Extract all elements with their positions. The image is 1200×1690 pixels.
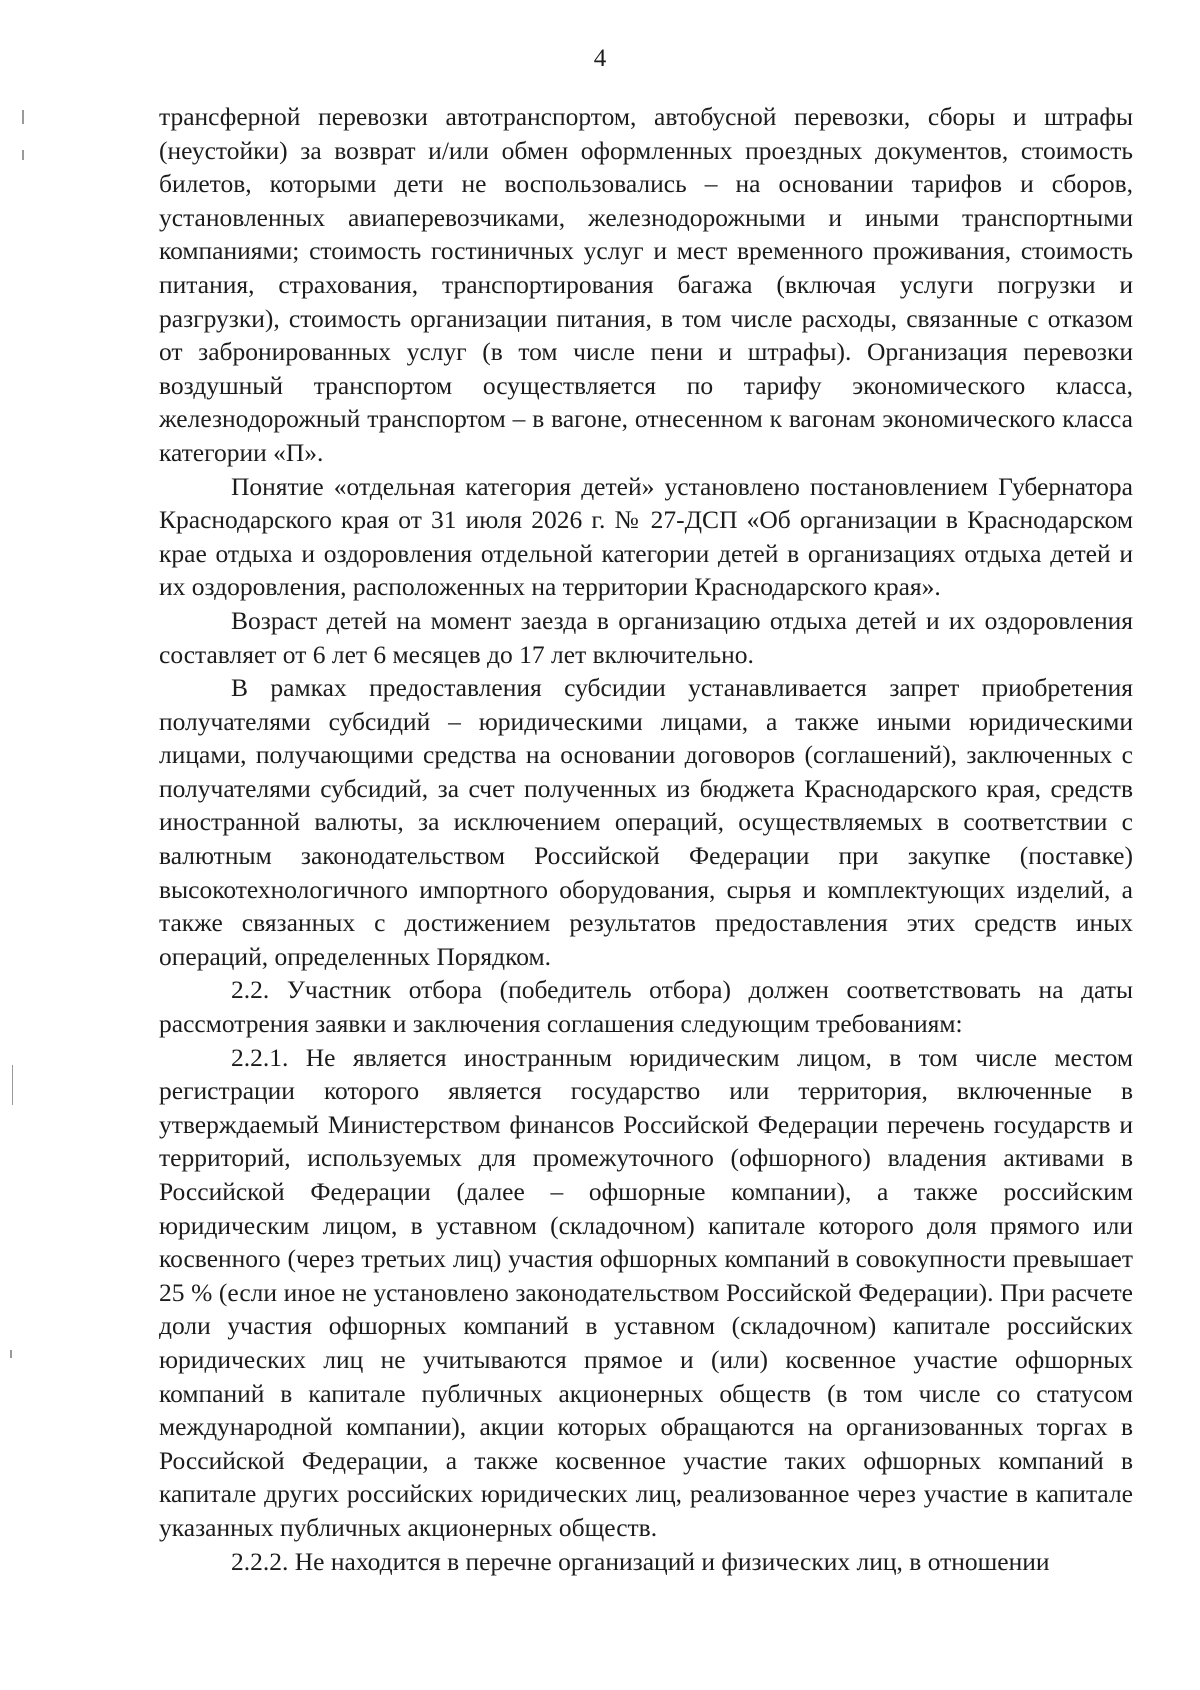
paragraph-clause-2-2-2: 2.2.2. Не находится в перечне организаций и физических лиц, в отношении <box>231 1546 1050 1576</box>
scan-artifact <box>22 150 24 160</box>
document-body <box>159 100 1133 1578</box>
paragraph-clause-2-2: 2.2. Участник отбора (победитель отбора) должен соответствовать на даты рассмотрения заявки и заключения соглашения следующим требованиям: <box>159 975 1133 1039</box>
paragraph-children-category: Понятие «отдельная категория детей» установлено постановлением Губернатора Краснодарского края от 31 июля 2026 г. № 27-ДСП «Об организации в Краснодарском крае отдыха и оздоровления отдельной категории детей в организациях отдыха детей и их оздоровления, расположенных на территории Краснодарского края». <box>159 471 1133 602</box>
page-number: 4 <box>593 45 607 72</box>
scan-artifact <box>10 1350 12 1358</box>
scan-artifact <box>22 110 24 124</box>
paragraph-transport-costs: трансферной перевозки автотранспортом, автобусной перевозки, сборы и штрафы (неустойки) за возврат и/или обмен оформленных проездных документов, стоимость билетов, которыми дети не воспользовались – на основании тарифов и сборов, установленных авиаперевозчиками, железнодорожными и иными транспортными компаниями; стоимость гостиничных услуг и мест временного проживания, стоимость питания, страхования, транспортирования багажа (включая услуги погрузки и разгрузки), стоимость организации питания, в том числе расходы, связанные с отказом от забронированных услуг (в том числе пени и штрафы). Организация перевозки воздушный транспортом осуществляется по тарифу экономического класса, железнодорожный транспортом – в вагоне, отнесенном к вагонам экономического класса категории «П». <box>159 102 1133 467</box>
scan-artifact <box>12 1065 13 1105</box>
paragraph-children-age: Возраст детей на момент заезда в организацию отдыха детей и их оздоровления составляет от 6 лет 6 месяцев до 17 лет включительно. <box>159 605 1133 669</box>
paragraph-currency-restriction: В рамках предоставления субсидии устанавливается запрет приобретения получателями субсидий – юридическими лицами, а также иными юридическими лицами, получающими средства на основании договоров (соглашений), заключенных с получателями субсидий, за счет полученных из бюджета Краснодарского края, средств иностранной валюты, за исключением операций, осуществляемых в соответствии с валютным законодательством Российской Федерации при закупке (поставке) высокотехнологичного импортного оборудования, сырья и комплектующих изделий, а также связанных с достижением результатов предоставления этих средств иных операций, определенных Порядком. <box>159 673 1133 971</box>
paragraph-clause-2-2-1: 2.2.1. Не является иностранным юридическим лицом, в том числе местом регистрации которого является государство или территория, включенные в утверждаемый Министерством финансов Российской Федерации перечень государств и территорий, используемых для промежуточного (офшорного) владения активами в Российской Федерации (далее – офшорные компании), а также российским юридическим лицом, в уставном (складочном) капитале которого доля прямого или косвенного (через третьих лиц) участия офшорных компаний в совокупности превышает 25 % (если иное не установлено законодательством Российской Федерации). При расчете доли участия офшорных компаний в уставном (складочном) капитале российских юридических лиц не учитываются прямое и (или) косвенное участие офшорных компаний в капитале публичных акционерных обществ (в том числе со статусом международной компании), акции которых обращаются на организованных торгах в Российской Федерации, а также косвенное участие таких офшорных компаний в капитале других российских юридических лиц, реализованное через участие в капитале указанных публичных акционерных обществ. <box>159 1042 1133 1542</box>
